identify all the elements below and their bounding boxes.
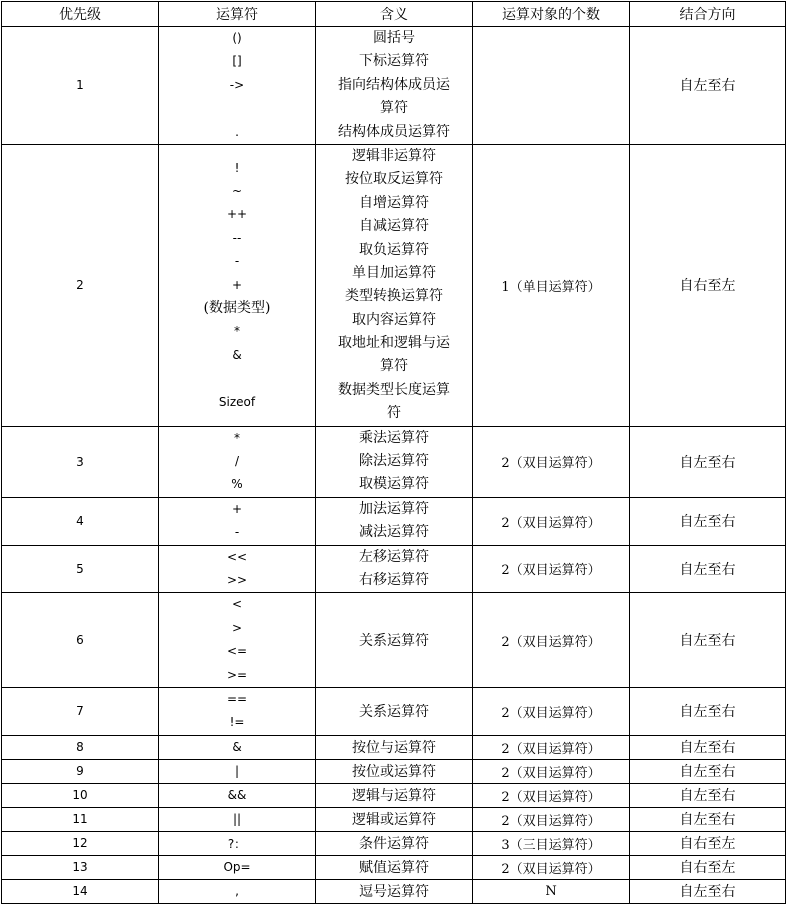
priority-cell: 6 [2,593,159,688]
operator-cell [159,855,316,879]
operator-symbol: / [234,454,240,469]
operator-symbol: * [234,324,240,339]
meaning-text: 符 [387,405,401,422]
meaning-text: 算符 [380,358,408,375]
meaning-text: 指向结构体成员运 [338,76,450,93]
operator-symbol: % [231,477,243,492]
operator-symbol: ! [234,160,240,175]
table-row [2,807,786,831]
priority-cell: 14 [2,879,159,903]
meaning-text: 数据类型长度运算 [338,381,450,398]
operator-symbol: << [226,549,248,564]
operator-symbol: -> [229,77,245,92]
meaning-text: 逻辑非运算符 [352,147,436,164]
meaning-text: 逻辑或运算符 [352,812,436,829]
meaning-text: 左移运算符 [359,548,429,565]
operator-symbol: == [226,691,248,706]
meaning-text: 按位取反运算符 [345,171,443,188]
meaning-text: 单目加运算符 [352,264,436,281]
priority-cell: 2 [2,144,159,426]
meaning-text: 加法运算符 [359,500,429,517]
associativity-cell: 自右至左 [630,144,786,426]
operator-symbol: || [232,812,242,827]
table-row [2,735,786,759]
operand-count-cell: 2（双目运算符） [473,807,630,831]
meaning-text: 除法运算符 [359,453,429,470]
priority-cell: 10 [2,783,159,807]
associativity-cell: 自左至右 [630,735,786,759]
table-row [2,144,786,426]
meaning-cell [316,593,473,688]
operator-symbol: >= [226,667,248,682]
associativity-cell: 自右至左 [630,855,786,879]
operator-symbol: . [235,124,239,139]
operand-count-cell [473,27,630,145]
priority-cell: 1 [2,27,159,145]
meaning-cell [316,879,473,903]
associativity-cell: 自左至右 [630,27,786,145]
operator-symbol: ++ [226,207,248,222]
table-row [2,687,786,735]
associativity-cell: 自左至右 [630,687,786,735]
operator-symbol: + [231,277,243,292]
operator-cell [159,545,316,593]
operand-count-cell: 1（单目运算符） [473,144,630,426]
table-row [2,783,786,807]
meaning-cell [316,545,473,593]
meaning-text: 条件运算符 [359,836,429,853]
meaning-text: 减法运算符 [359,524,429,541]
operator-cell [159,144,316,426]
meaning-text: 按位与运算符 [352,740,436,757]
operator-symbol: () [232,31,242,45]
operator-cell [159,807,316,831]
table-row [2,879,786,903]
operator-cell [159,831,316,855]
priority-cell: 7 [2,687,159,735]
table-row [2,497,786,545]
operand-count-cell: 2（双目运算符） [473,426,630,497]
meaning-text: 取内容运算符 [352,311,436,328]
header-operator: 运算符 [159,2,316,27]
meaning-text: 右移运算符 [359,571,429,588]
priority-cell: 11 [2,807,159,831]
associativity-cell: 自左至右 [630,497,786,545]
operand-count-cell: N [473,879,630,903]
associativity-cell: 自左至右 [630,426,786,497]
operator-cell [159,759,316,783]
operator-symbol: <= [226,644,248,659]
operator-cell [159,783,316,807]
meaning-text: 自减运算符 [359,218,429,235]
operator-cell [159,687,316,735]
meaning-text: 下标运算符 [359,53,429,70]
operator-symbol: >> [226,572,248,587]
meaning-text: 赋值运算符 [359,860,429,877]
operator-cell [159,593,316,688]
meaning-cell [316,831,473,855]
operator-symbol: & [232,347,242,362]
operator-symbol: + [231,501,243,516]
meaning-text: 乘法运算符 [359,429,429,446]
header-operand-count: 运算对象的个数 [473,2,630,27]
priority-cell: 12 [2,831,159,855]
operator-symbol: - [234,525,240,540]
priority-cell: 9 [2,759,159,783]
operator-symbol: | [234,764,240,779]
operand-count-cell: 3（三目运算符） [473,831,630,855]
meaning-text: 算符 [380,100,408,117]
meaning-cell [316,27,473,145]
associativity-cell: 自左至右 [630,759,786,783]
operator-cell [159,735,316,759]
priority-cell: 5 [2,545,159,593]
priority-cell: 3 [2,426,159,497]
operator-symbol [159,97,315,120]
associativity-cell: 自左至右 [630,879,786,903]
operator-cell [159,879,316,903]
operand-count-cell: 2（双目运算符） [473,497,630,545]
meaning-cell [316,783,473,807]
table-row [2,426,786,497]
meaning-text: 自增运算符 [359,194,429,211]
associativity-cell: 自左至右 [630,807,786,831]
meaning-cell [316,807,473,831]
table-row [2,855,786,879]
associativity-cell: 自左至右 [630,783,786,807]
operator-symbol: < [231,597,243,612]
meaning-cell [316,687,473,735]
operator-symbol: * [234,430,240,445]
table-row [2,545,786,593]
operator-symbol: > [231,620,243,635]
meaning-text: 逻辑与运算符 [352,788,436,805]
meaning-text: 结构体成员运算符 [338,123,450,140]
operand-count-cell: 2（双目运算符） [473,545,630,593]
meaning-text: 圆括号 [373,30,415,46]
priority-cell: 8 [2,735,159,759]
meaning-text: 关系运算符 [359,633,429,650]
operator-symbol: -- [232,230,242,245]
meaning-cell [316,759,473,783]
meaning-cell [316,735,473,759]
operator-symbol: != [229,715,245,730]
operand-count-cell: 2（双目运算符） [473,759,630,783]
operator-precedence-table [1,1,786,904]
operand-count-cell: 2（双目运算符） [473,735,630,759]
operator-symbol: (数据类型) [203,299,271,316]
meaning-cell [316,144,473,426]
operator-cell [159,27,316,145]
priority-cell: 13 [2,855,159,879]
operator-symbol: ?： [227,836,247,851]
header-row [2,2,786,27]
operator-cell [159,497,316,545]
header-meaning: 含义 [316,2,473,27]
operator-symbol: & [232,740,242,755]
header-associativity: 结合方向 [630,2,786,27]
meaning-text: 关系运算符 [359,704,429,721]
associativity-cell: 自左至右 [630,593,786,688]
meaning-text: 按位或运算符 [352,764,436,781]
operator-symbol: Op= [223,860,251,875]
operator-symbol: [] [232,54,242,69]
table-row [2,759,786,783]
meaning-cell [316,855,473,879]
meaning-cell [316,497,473,545]
priority-cell: 4 [2,497,159,545]
operator-symbol: Sizeof [218,394,256,409]
header-priority: 优先级 [2,2,159,27]
operator-symbol: - [234,254,240,269]
operator-symbol: , [235,884,239,899]
operator-symbol: ~ [231,184,243,199]
meaning-cell [316,426,473,497]
operand-count-cell: 2（双目运算符） [473,593,630,688]
meaning-text: 类型转换运算符 [345,288,443,305]
operand-count-cell: 2（双目运算符） [473,687,630,735]
table-row [2,593,786,688]
operand-count-cell: 2（双目运算符） [473,783,630,807]
meaning-text: 取负运算符 [359,241,429,258]
meaning-text: 取模运算符 [359,476,429,493]
associativity-cell: 自左至右 [630,545,786,593]
table-row [2,831,786,855]
meaning-text: 取地址和逻辑与运 [338,335,450,352]
operand-count-cell: 2（双目运算符） [473,855,630,879]
table-row [2,27,786,145]
operator-symbol [159,367,315,390]
associativity-cell: 自右至左 [630,831,786,855]
operator-symbol: && [227,788,247,803]
meaning-text: 逗号运算符 [359,884,429,901]
table-body [2,27,786,904]
operator-cell [159,426,316,497]
